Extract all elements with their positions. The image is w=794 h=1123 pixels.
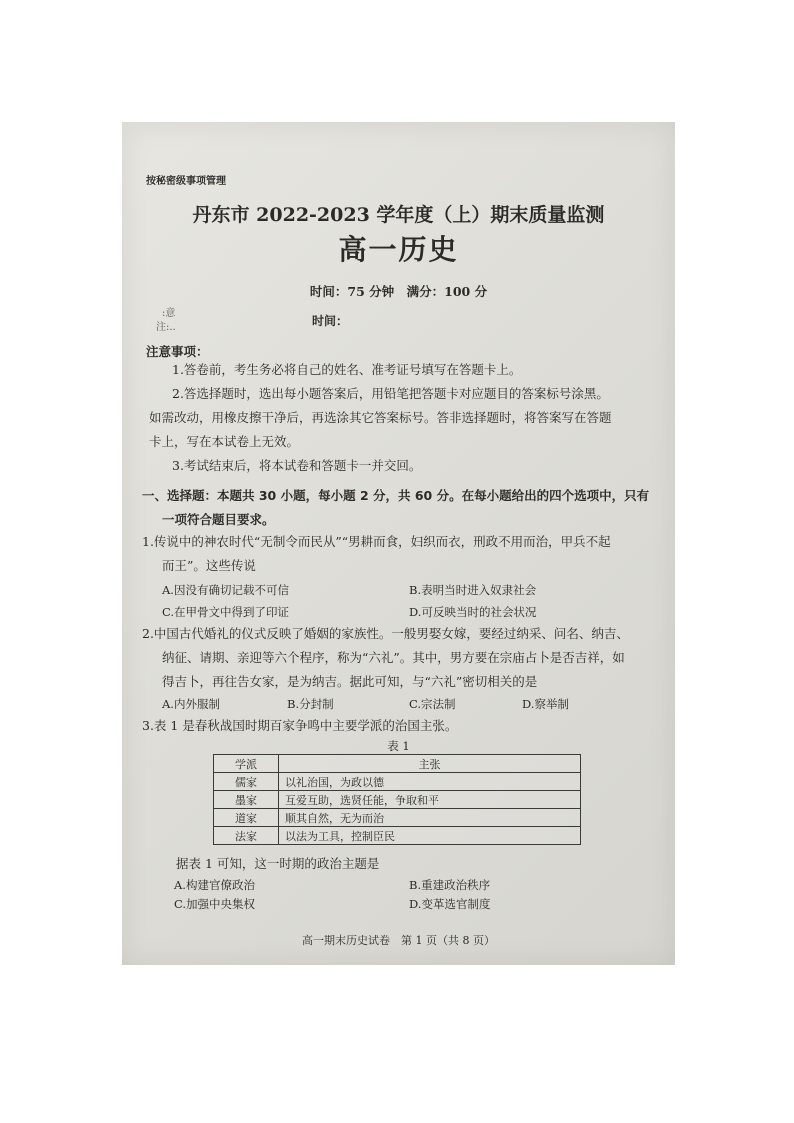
notice-title: 注意事项： [146, 344, 209, 359]
table-cell: 法家 [214, 827, 279, 845]
notice-item: 如需改动，用橡皮擦干净后，再选涂其它答案标号。答非选择题时，将答案写在答题 [149, 410, 612, 425]
question-2-stem: 纳征、请期、亲迎等六个程序，称为“六礼”。其中，男方要在宗庙占卜是否吉祥，如 [162, 650, 625, 665]
section-heading: 一、选择题：本题共 30 小题，每小题 2 分，共 60 分。在每小题给出的四个选项中，只有 [142, 488, 650, 503]
schools-table [213, 754, 581, 845]
table-header-cell: 主张 [279, 755, 581, 773]
option-a: A.因没有确切记载不可信 [162, 583, 289, 597]
stamp-fragment: 时间： [312, 314, 349, 328]
table-cell: 互爱互助，选贤任能，争取和平 [279, 791, 581, 809]
notice-item: 2.答选择题时，选出每小题答案后，用铅笔把答题卡对应题目的答案标号涂黑。 [172, 386, 609, 401]
option-b: B.分封制 [287, 697, 334, 711]
question-3-prompt: 据表 1 可知，这一时期的政治主题是 [176, 856, 380, 871]
table-cell: 道家 [214, 809, 279, 827]
exam-paper [122, 122, 675, 965]
table-cell: 以法为工具，控制臣民 [279, 827, 581, 845]
stamp-fragment: 注:.. [156, 322, 176, 333]
stamp-fragment: :意 [162, 308, 176, 319]
table-header-cell: 学派 [214, 755, 279, 773]
notice-item: 1.答卷前，考生务必将自己的姓名、准考证号填写在答题卡上。 [172, 362, 522, 377]
table-row [214, 773, 581, 791]
table-cell: 儒家 [214, 773, 279, 791]
question-3-stem: 3.表 1 是春秋战国时期百家争鸣中主要学派的治国主张。 [142, 718, 458, 733]
question-2-stem: 2.中国古代婚礼的仪式反映了婚姻的家族性。一般男娶女嫁，要经过纳采、问名、纳吉、 [142, 626, 629, 641]
table-cell: 顺其自然，无为而治 [279, 809, 581, 827]
table-caption: 表 1 [387, 739, 410, 753]
exam-title: 丹东市 2022-2023 学年度（上）期末质量监测 [192, 204, 605, 226]
option-d: D.变革选官制度 [409, 897, 491, 911]
option-d: D.可反映当时的社会状况 [409, 605, 537, 619]
option-b: B.重建政治秩序 [409, 878, 491, 892]
notice-item: 3.考试结束后，将本试卷和答题卡一并交回。 [172, 458, 422, 473]
option-a: A.构建官僚政治 [174, 878, 255, 892]
table-row [214, 827, 581, 845]
subject-title: 高一历史 [338, 233, 459, 266]
question-2-stem: 得吉卜，再往告女家，是为纳吉。据此可知，与“六礼”密切相关的是 [162, 674, 538, 689]
notice-item: 卡上，写在本试卷上无效。 [149, 434, 300, 449]
section-heading: 一项符合题目要求。 [162, 512, 275, 527]
secrecy-note: 按秘密级事项管理 [146, 176, 226, 187]
question-1-stem: 而王”。这些传说 [162, 558, 256, 573]
table-header-row [214, 755, 581, 773]
page-footer: 高一期末历史试卷 第 1 页（共 8 页） [302, 934, 495, 947]
option-b: B.表明当时进入奴隶社会 [409, 583, 537, 597]
table-row [214, 809, 581, 827]
option-c: C.加强中央集权 [174, 897, 256, 911]
time-score-info: 时间：75 分钟 满分：100 分 [309, 284, 488, 299]
option-c: C.在甲骨文中得到了印证 [162, 605, 290, 619]
question-1-stem: 1.传说中的神农时代“无制令而民从”“男耕而食，妇织而衣，刑政不用而治，甲兵不起 [142, 534, 611, 549]
option-c: C.宗法制 [409, 697, 456, 711]
table-row [214, 791, 581, 809]
option-d: D.察举制 [522, 697, 569, 711]
table-cell: 墨家 [214, 791, 279, 809]
table-cell: 以礼治国，为政以德 [279, 773, 581, 791]
option-a: A.内外服制 [162, 697, 220, 711]
